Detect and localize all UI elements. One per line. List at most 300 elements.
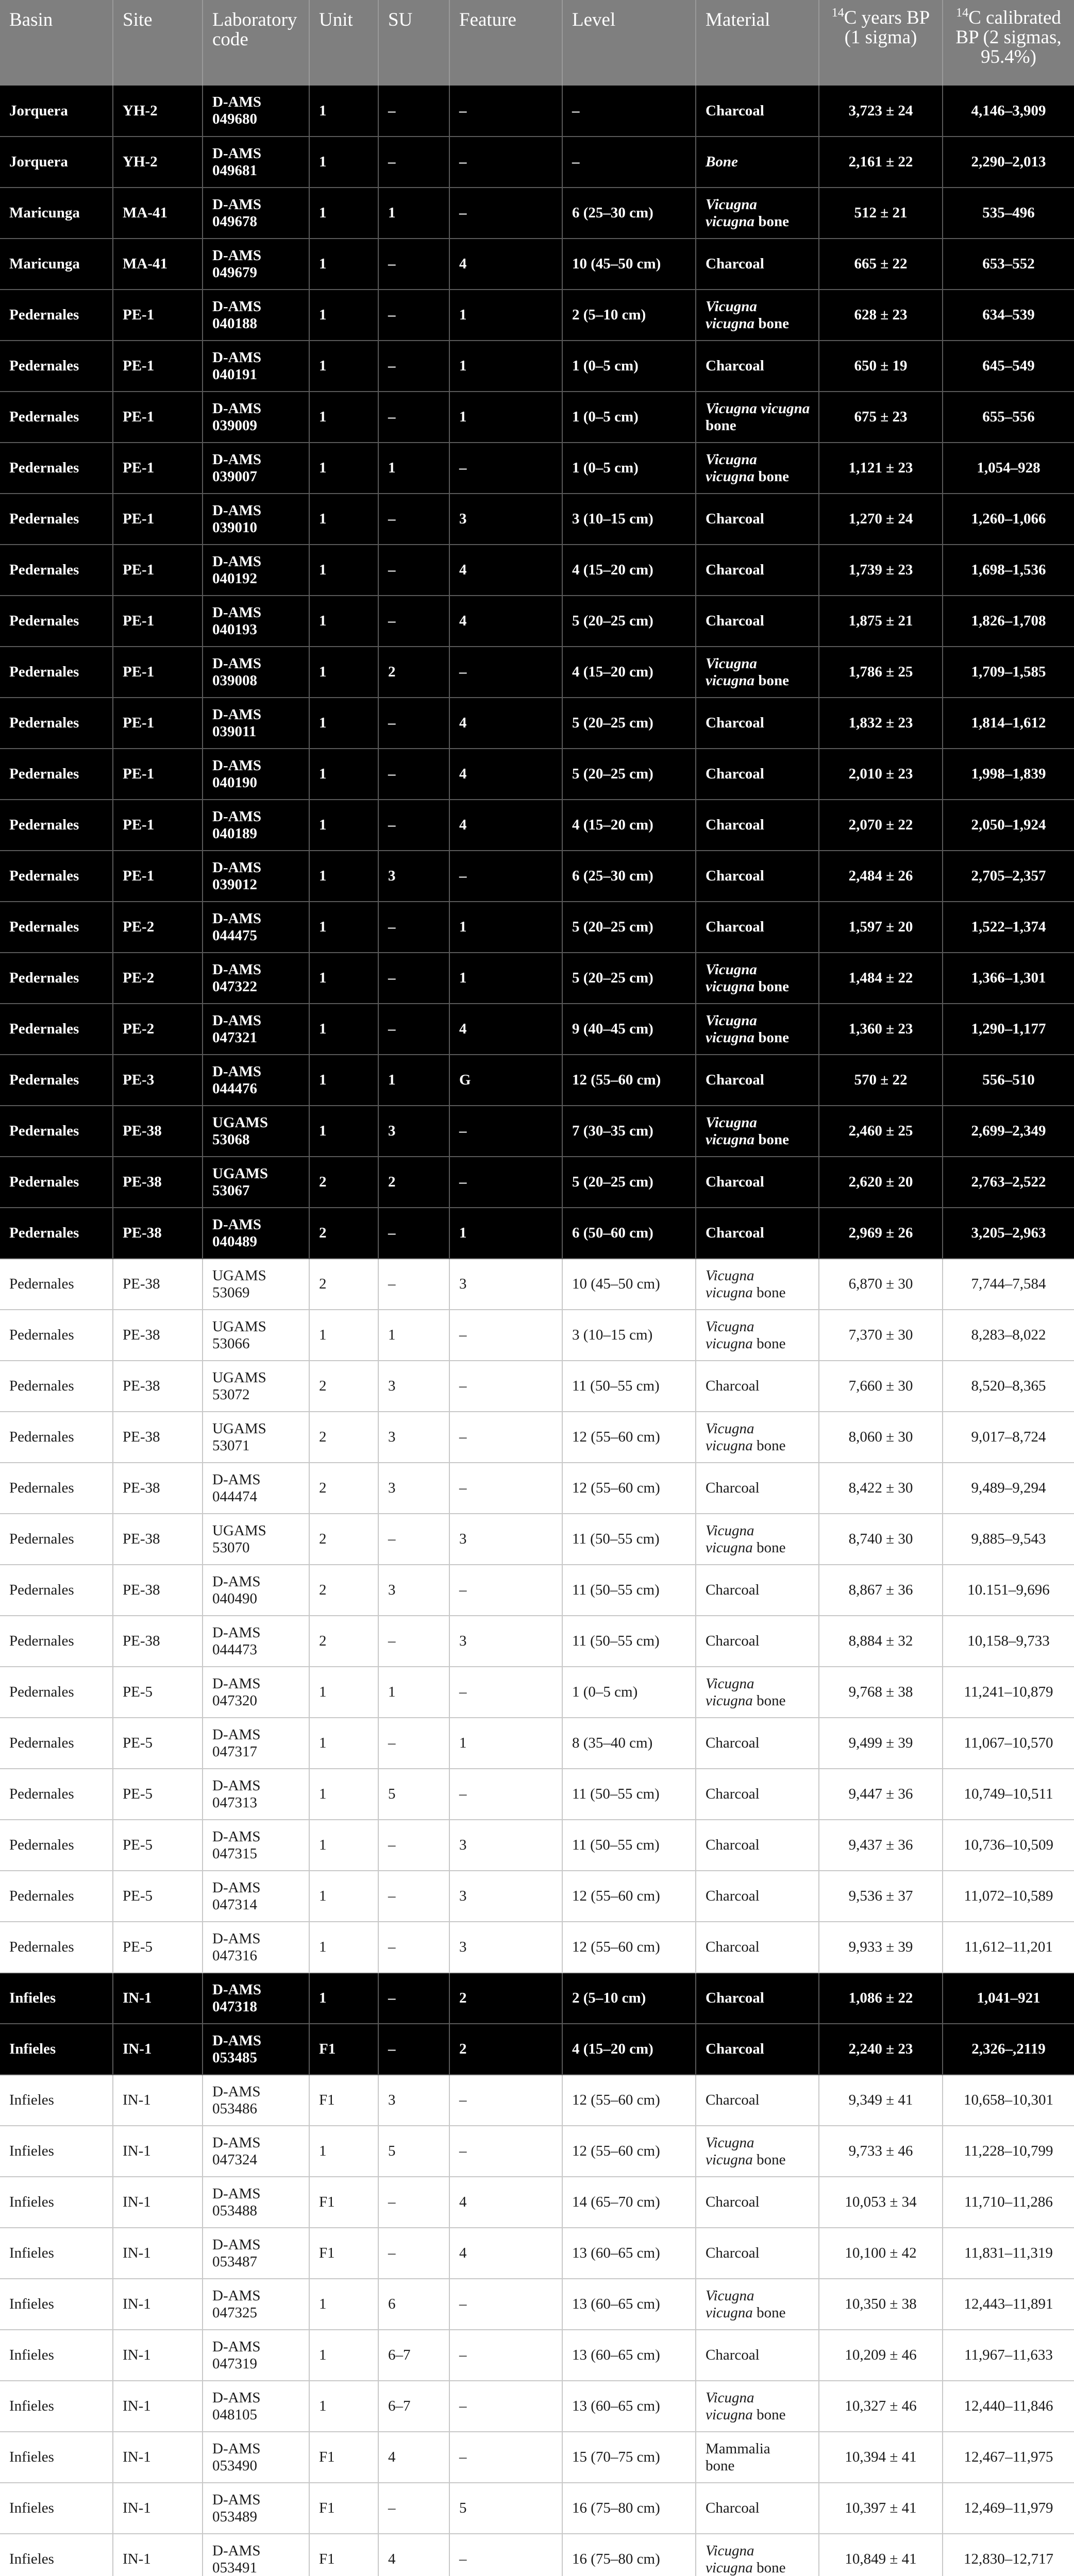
cell-calibrated: 12,440–11,846 <box>943 2381 1074 2432</box>
cell-unit: 1 <box>309 647 378 698</box>
cell-unit: F1 <box>309 2483 378 2534</box>
table-row <box>0 647 1074 698</box>
table-row <box>0 290 1074 341</box>
cell-material: Charcoal <box>696 1871 819 1922</box>
cell-site: PE-5 <box>113 1718 203 1769</box>
cell-lab-code: D-AMS 039007 <box>203 443 309 494</box>
cell-material: Charcoal <box>696 902 819 953</box>
cell-lab-code: D-AMS 039010 <box>203 494 309 545</box>
cell-lab-code: D-AMS 044473 <box>203 1616 309 1667</box>
cell-calibrated: 2,705–2,357 <box>943 851 1074 902</box>
cell-lab-code: D-AMS 047317 <box>203 1718 309 1769</box>
cell-feature: 4 <box>449 239 562 290</box>
cell-su: – <box>378 2483 449 2534</box>
cell-su: – <box>378 1871 449 1922</box>
cell-su: 4 <box>378 2534 449 2576</box>
cell-su: 5 <box>378 1769 449 1820</box>
table-row <box>0 2228 1074 2279</box>
cell-basin: Pedernales <box>0 1412 113 1463</box>
cell-site: IN-1 <box>113 2024 203 2075</box>
cell-calibrated: 11,612–11,201 <box>943 1922 1074 1973</box>
cell-unit: 1 <box>309 545 378 596</box>
table-row <box>0 392 1074 443</box>
cell-site: YH-2 <box>113 86 203 137</box>
cell-feature: 1 <box>449 1208 562 1259</box>
cell-site: PE-1 <box>113 290 203 341</box>
cell-feature: 4 <box>449 545 562 596</box>
header-site: Site <box>113 0 203 86</box>
cell-unit: F1 <box>309 2177 378 2228</box>
cell-lab-code: D-AMS 048105 <box>203 2381 309 2432</box>
cell-lab-code: D-AMS 047316 <box>203 1922 309 1973</box>
cell-feature: 4 <box>449 1004 562 1055</box>
cell-material: Charcoal <box>696 1922 819 1973</box>
cell-su: 2 <box>378 1157 449 1208</box>
table-row <box>0 1157 1074 1208</box>
cell-unit: F1 <box>309 2228 378 2279</box>
cell-unit: 1 <box>309 1718 378 1769</box>
cell-feature: 3 <box>449 1871 562 1922</box>
cell-level: 11 (50–55 cm) <box>562 1514 696 1565</box>
table-row <box>0 1310 1074 1361</box>
cell-feature: 4 <box>449 749 562 800</box>
cell-calibrated: 2,326–,2119 <box>943 2024 1074 2075</box>
material-line-1: Vicugna vicugna bone <box>706 400 810 434</box>
cell-feature: 1 <box>449 341 562 392</box>
cell-lab-code: D-AMS 049679 <box>203 239 309 290</box>
cell-material: Vicugna vicugna bone <box>696 1004 819 1055</box>
cell-c14-years: 1,270 ± 24 <box>819 494 943 545</box>
table-row <box>0 2381 1074 2432</box>
cell-calibrated: 11,710–11,286 <box>943 2177 1074 2228</box>
cell-material: Charcoal <box>696 1157 819 1208</box>
cell-c14-years: 10,350 ± 38 <box>819 2279 943 2330</box>
cell-unit: 1 <box>309 851 378 902</box>
cell-calibrated: 4,146–3,909 <box>943 86 1074 137</box>
cell-unit: 1 <box>309 2330 378 2381</box>
cell-site: PE-5 <box>113 1871 203 1922</box>
cell-c14-years: 628 ± 23 <box>819 290 943 341</box>
cell-level: 12 (55–60 cm) <box>562 2126 696 2177</box>
cell-su: 3 <box>378 2075 449 2126</box>
cell-level: 1 (0–5 cm) <box>562 341 696 392</box>
cell-basin: Pedernales <box>0 1565 113 1616</box>
cell-feature: 2 <box>449 2024 562 2075</box>
cell-calibrated: 10,158–9,733 <box>943 1616 1074 1667</box>
cell-c14-years: 1,739 ± 23 <box>819 545 943 596</box>
cell-material: Charcoal <box>696 1616 819 1667</box>
cell-material: Vicugna vicugna bone <box>696 2126 819 2177</box>
cell-material: Vicugna vicugna bone <box>696 953 819 1004</box>
material-line-2: vicugna bone <box>706 1131 789 1148</box>
cell-feature: 3 <box>449 1514 562 1565</box>
table-row <box>0 2483 1074 2534</box>
cell-level: 14 (65–70 cm) <box>562 2177 696 2228</box>
cell-basin: Infieles <box>0 2024 113 2075</box>
table-body <box>0 86 1074 2576</box>
cell-level: 10 (45–50 cm) <box>562 239 696 290</box>
cell-material: Charcoal <box>696 596 819 647</box>
cell-site: PE-38 <box>113 1157 203 1208</box>
cell-basin: Pedernales <box>0 1004 113 1055</box>
cell-feature: 4 <box>449 596 562 647</box>
cell-lab-code: D-AMS 039009 <box>203 392 309 443</box>
table-row <box>0 800 1074 851</box>
cell-lab-code: D-AMS 040490 <box>203 1565 309 1616</box>
cell-feature: – <box>449 1463 562 1514</box>
cell-lab-code: D-AMS 047319 <box>203 2330 309 2381</box>
cell-unit: 1 <box>309 2279 378 2330</box>
cell-c14-years: 7,370 ± 30 <box>819 1310 943 1361</box>
cell-c14-years: 8,867 ± 36 <box>819 1565 943 1616</box>
material-line-2: vicugna bone <box>706 1029 789 1046</box>
cell-unit: 1 <box>309 1871 378 1922</box>
cell-unit: 1 <box>309 392 378 443</box>
cell-site: PE-38 <box>113 1616 203 1667</box>
cell-lab-code: D-AMS 047318 <box>203 1973 309 2024</box>
header-level: Level <box>562 0 696 86</box>
cell-c14-years: 1,875 ± 21 <box>819 596 943 647</box>
cell-level: 1 (0–5 cm) <box>562 392 696 443</box>
cell-material: Vicugna vicugna bone <box>696 290 819 341</box>
cell-material: Charcoal <box>696 2177 819 2228</box>
cell-calibrated: 12,467–11,975 <box>943 2432 1074 2483</box>
cell-c14-years: 512 ± 21 <box>819 188 943 239</box>
cell-lab-code: UGAMS 53070 <box>203 1514 309 1565</box>
cell-feature: 4 <box>449 2177 562 2228</box>
cell-c14-years: 9,733 ± 46 <box>819 2126 943 2177</box>
cell-su: 5 <box>378 2126 449 2177</box>
cell-level: 5 (20–25 cm) <box>562 902 696 953</box>
cell-c14-years: 9,349 ± 41 <box>819 2075 943 2126</box>
cell-level: 13 (60–65 cm) <box>562 2381 696 2432</box>
cell-su: – <box>378 2024 449 2075</box>
cell-c14-years: 2,070 ± 22 <box>819 800 943 851</box>
cell-su: – <box>378 239 449 290</box>
cell-c14-years: 2,969 ± 26 <box>819 1208 943 1259</box>
cell-site: PE-5 <box>113 1667 203 1718</box>
cell-feature: – <box>449 443 562 494</box>
cell-material: Charcoal <box>696 698 819 749</box>
cell-su: 6 <box>378 2279 449 2330</box>
cell-material: Vicugna vicugna bone <box>696 1106 819 1157</box>
cell-material: Charcoal <box>696 2483 819 2534</box>
cell-su: 1 <box>378 1055 449 1106</box>
cell-c14-years: 1,786 ± 25 <box>819 647 943 698</box>
cell-unit: 1 <box>309 2381 378 2432</box>
cell-lab-code: D-AMS 040489 <box>203 1208 309 1259</box>
cell-feature: – <box>449 2279 562 2330</box>
cell-level: 3 (10–15 cm) <box>562 1310 696 1361</box>
cell-c14-years: 6,870 ± 30 <box>819 1259 943 1310</box>
cell-lab-code: D-AMS 044475 <box>203 902 309 953</box>
table-row <box>0 1259 1074 1310</box>
cell-su: 3 <box>378 1463 449 1514</box>
cell-level: 3 (10–15 cm) <box>562 494 696 545</box>
cell-level: 10 (45–50 cm) <box>562 1259 696 1310</box>
cell-c14-years: 10,100 ± 42 <box>819 2228 943 2279</box>
cell-feature: – <box>449 2432 562 2483</box>
cell-site: IN-1 <box>113 2075 203 2126</box>
table-row <box>0 2330 1074 2381</box>
cell-calibrated: 2,290–2,013 <box>943 137 1074 188</box>
table-row <box>0 1412 1074 1463</box>
header-calibrated: $^{14}$C calibrated BP (2 sigmas, 95.4%) <box>943 0 1074 86</box>
cell-c14-years: 1,597 ± 20 <box>819 902 943 953</box>
cell-level: 5 (20–25 cm) <box>562 953 696 1004</box>
table-row <box>0 902 1074 953</box>
cell-calibrated: 3,205–2,963 <box>943 1208 1074 1259</box>
cell-su: – <box>378 1616 449 1667</box>
cell-material: Charcoal <box>696 1973 819 2024</box>
cell-site: PE-5 <box>113 1922 203 1973</box>
cell-site: PE-38 <box>113 1310 203 1361</box>
cell-material: Charcoal <box>696 851 819 902</box>
cell-c14-years: 650 ± 19 <box>819 341 943 392</box>
cell-lab-code: D-AMS 047313 <box>203 1769 309 1820</box>
cell-unit: 2 <box>309 1157 378 1208</box>
cell-c14-years: 7,660 ± 30 <box>819 1361 943 1412</box>
table-header <box>0 0 1074 86</box>
cell-calibrated: 634–539 <box>943 290 1074 341</box>
material-line-2: vicugna bone <box>706 1539 786 1556</box>
cell-basin: Pedernales <box>0 341 113 392</box>
cell-feature: – <box>449 1769 562 1820</box>
cell-unit: 2 <box>309 1361 378 1412</box>
table-row <box>0 2177 1074 2228</box>
cell-su: 1 <box>378 1667 449 1718</box>
cell-su: – <box>378 1259 449 1310</box>
cell-site: PE-38 <box>113 1514 203 1565</box>
cell-level: 4 (15–20 cm) <box>562 800 696 851</box>
cell-site: PE-38 <box>113 1361 203 1412</box>
cell-site: PE-1 <box>113 443 203 494</box>
cell-unit: F1 <box>309 2534 378 2576</box>
cell-feature: – <box>449 1361 562 1412</box>
cell-c14-years: 2,161 ± 22 <box>819 137 943 188</box>
cell-su: – <box>378 1208 449 1259</box>
material-line-2: vicugna bone <box>706 1335 786 1352</box>
cell-unit: 2 <box>309 1208 378 1259</box>
cell-su: 3 <box>378 851 449 902</box>
table-row <box>0 1667 1074 1718</box>
table-row <box>0 1973 1074 2024</box>
cell-lab-code: D-AMS 053486 <box>203 2075 309 2126</box>
cell-feature: – <box>449 2381 562 2432</box>
cell-site: PE-2 <box>113 902 203 953</box>
cell-calibrated: 12,469–11,979 <box>943 2483 1074 2534</box>
cell-unit: 1 <box>309 2126 378 2177</box>
cell-su: – <box>378 749 449 800</box>
cell-calibrated: 1,998–1,839 <box>943 749 1074 800</box>
cell-su: – <box>378 800 449 851</box>
table-row <box>0 1871 1074 1922</box>
cell-lab-code: D-AMS 040193 <box>203 596 309 647</box>
table-row <box>0 2534 1074 2576</box>
cell-material: Charcoal <box>696 1820 819 1871</box>
cell-calibrated: 1,041–921 <box>943 1973 1074 2024</box>
cell-level: 11 (50–55 cm) <box>562 1820 696 1871</box>
cell-calibrated: 11,228–10,799 <box>943 2126 1074 2177</box>
table-row <box>0 188 1074 239</box>
cell-feature: – <box>449 1412 562 1463</box>
cell-level: 11 (50–55 cm) <box>562 1769 696 1820</box>
cell-calibrated: 2,763–2,522 <box>943 1157 1074 1208</box>
cell-lab-code: D-AMS 044476 <box>203 1055 309 1106</box>
cell-calibrated: 9,885–9,543 <box>943 1514 1074 1565</box>
cell-level: 8 (35–40 cm) <box>562 1718 696 1769</box>
cell-c14-years: 675 ± 23 <box>819 392 943 443</box>
cell-site: PE-38 <box>113 1565 203 1616</box>
cell-feature: 1 <box>449 392 562 443</box>
cell-su: – <box>378 698 449 749</box>
cell-unit: 1 <box>309 1106 378 1157</box>
cell-site: PE-5 <box>113 1769 203 1820</box>
table-row <box>0 1055 1074 1106</box>
cell-basin: Pedernales <box>0 290 113 341</box>
cell-c14-years: 665 ± 22 <box>819 239 943 290</box>
cell-feature: 3 <box>449 1259 562 1310</box>
cell-unit: F1 <box>309 2432 378 2483</box>
cell-basin: Pedernales <box>0 1514 113 1565</box>
cell-c14-years: 8,740 ± 30 <box>819 1514 943 1565</box>
material-line-2: vicugna bone <box>706 2304 786 2321</box>
cell-calibrated: 1,709–1,585 <box>943 647 1074 698</box>
material-line-2: vicugna bone <box>706 2406 786 2423</box>
cell-lab-code: UGAMS 53068 <box>203 1106 309 1157</box>
cell-site: PE-2 <box>113 953 203 1004</box>
cell-su: 2 <box>378 647 449 698</box>
cell-unit: 1 <box>309 137 378 188</box>
cell-feature: – <box>449 647 562 698</box>
cell-c14-years: 2,620 ± 20 <box>819 1157 943 1208</box>
cell-basin: Pedernales <box>0 953 113 1004</box>
cell-unit: 1 <box>309 1922 378 1973</box>
cell-su: – <box>378 341 449 392</box>
cell-basin: Pedernales <box>0 1820 113 1871</box>
cell-su: – <box>378 1922 449 1973</box>
cell-feature: – <box>449 2330 562 2381</box>
cell-basin: Infieles <box>0 2432 113 2483</box>
cell-unit: 1 <box>309 1973 378 2024</box>
cell-level: 2 (5–10 cm) <box>562 290 696 341</box>
cell-material: Charcoal <box>696 1208 819 1259</box>
cell-lab-code: D-AMS 053485 <box>203 2024 309 2075</box>
cell-calibrated: 10,749–10,511 <box>943 1769 1074 1820</box>
cell-lab-code: UGAMS 53069 <box>203 1259 309 1310</box>
cell-material: Charcoal <box>696 1463 819 1514</box>
cell-level: 12 (55–60 cm) <box>562 2075 696 2126</box>
cell-lab-code: D-AMS 053488 <box>203 2177 309 2228</box>
cell-feature: – <box>449 2126 562 2177</box>
cell-level: 11 (50–55 cm) <box>562 1565 696 1616</box>
cell-material: Vicugna vicugna bone <box>696 188 819 239</box>
cell-feature: – <box>449 851 562 902</box>
cell-site: PE-5 <box>113 1820 203 1871</box>
cell-lab-code: D-AMS 049678 <box>203 188 309 239</box>
cell-feature: 4 <box>449 2228 562 2279</box>
cell-material: Vicugna vicugna bone <box>696 647 819 698</box>
cell-c14-years: 9,536 ± 37 <box>819 1871 943 1922</box>
cell-basin: Pedernales <box>0 1667 113 1718</box>
cell-calibrated: 9,489–9,294 <box>943 1463 1074 1514</box>
cell-su: 4 <box>378 2432 449 2483</box>
cell-unit: 1 <box>309 953 378 1004</box>
cell-lab-code: D-AMS 053489 <box>203 2483 309 2534</box>
cell-unit: 2 <box>309 1463 378 1514</box>
cell-calibrated: 1,260–1,066 <box>943 494 1074 545</box>
cell-su: – <box>378 137 449 188</box>
header-feature: Feature <box>449 0 562 86</box>
cell-su: 3 <box>378 1565 449 1616</box>
cell-material: Charcoal <box>696 749 819 800</box>
cell-c14-years: 10,397 ± 41 <box>819 2483 943 2534</box>
cell-material: Mammalia bone <box>696 2432 819 2483</box>
table-row <box>0 239 1074 290</box>
cell-unit: 1 <box>309 749 378 800</box>
material-line-2: vicugna bone <box>706 468 789 485</box>
cell-level: 13 (60–65 cm) <box>562 2279 696 2330</box>
cell-level: 4 (15–20 cm) <box>562 545 696 596</box>
cell-unit: 2 <box>309 1259 378 1310</box>
cell-site: PE-1 <box>113 800 203 851</box>
table-row <box>0 2126 1074 2177</box>
cell-calibrated: 10.151–9,696 <box>943 1565 1074 1616</box>
cell-lab-code: D-AMS 040189 <box>203 800 309 851</box>
cell-su: – <box>378 1004 449 1055</box>
cell-calibrated: 11,072–10,589 <box>943 1871 1074 1922</box>
cell-calibrated: 556–510 <box>943 1055 1074 1106</box>
cell-feature: 3 <box>449 494 562 545</box>
cell-calibrated: 10,658–10,301 <box>943 2075 1074 2126</box>
header-su: SU <box>378 0 449 86</box>
cell-basin: Infieles <box>0 2177 113 2228</box>
cell-site: PE-1 <box>113 494 203 545</box>
cell-c14-years: 3,723 ± 24 <box>819 86 943 137</box>
cell-level: 12 (55–60 cm) <box>562 1412 696 1463</box>
cell-material: Charcoal <box>696 1565 819 1616</box>
cell-basin: Infieles <box>0 2330 113 2381</box>
cell-level: 9 (40–45 cm) <box>562 1004 696 1055</box>
table-row <box>0 851 1074 902</box>
cell-material: Vicugna vicugna bone <box>696 2534 819 2576</box>
cell-unit: 1 <box>309 596 378 647</box>
cell-level: 13 (60–65 cm) <box>562 2228 696 2279</box>
table-row <box>0 1769 1074 1820</box>
cell-feature: 3 <box>449 1820 562 1871</box>
cell-site: IN-1 <box>113 2177 203 2228</box>
cell-unit: 1 <box>309 290 378 341</box>
cell-feature: – <box>449 188 562 239</box>
cell-level: 12 (55–60 cm) <box>562 1055 696 1106</box>
table-row <box>0 1616 1074 1667</box>
cell-calibrated: 653–552 <box>943 239 1074 290</box>
cell-basin: Pedernales <box>0 1259 113 1310</box>
table-row <box>0 1361 1074 1412</box>
cell-calibrated: 7,744–7,584 <box>943 1259 1074 1310</box>
cell-unit: 1 <box>309 443 378 494</box>
cell-material: Bone <box>696 137 819 188</box>
cell-material: Vicugna vicugna bone <box>696 1310 819 1361</box>
cell-calibrated: 12,830–12,717 <box>943 2534 1074 2576</box>
cell-basin: Infieles <box>0 2534 113 2576</box>
cell-c14-years: 1,086 ± 22 <box>819 1973 943 2024</box>
cell-feature: – <box>449 2534 562 2576</box>
cell-calibrated: 12,443–11,891 <box>943 2279 1074 2330</box>
cell-basin: Pedernales <box>0 698 113 749</box>
cell-su: – <box>378 1514 449 1565</box>
cell-site: IN-1 <box>113 2432 203 2483</box>
